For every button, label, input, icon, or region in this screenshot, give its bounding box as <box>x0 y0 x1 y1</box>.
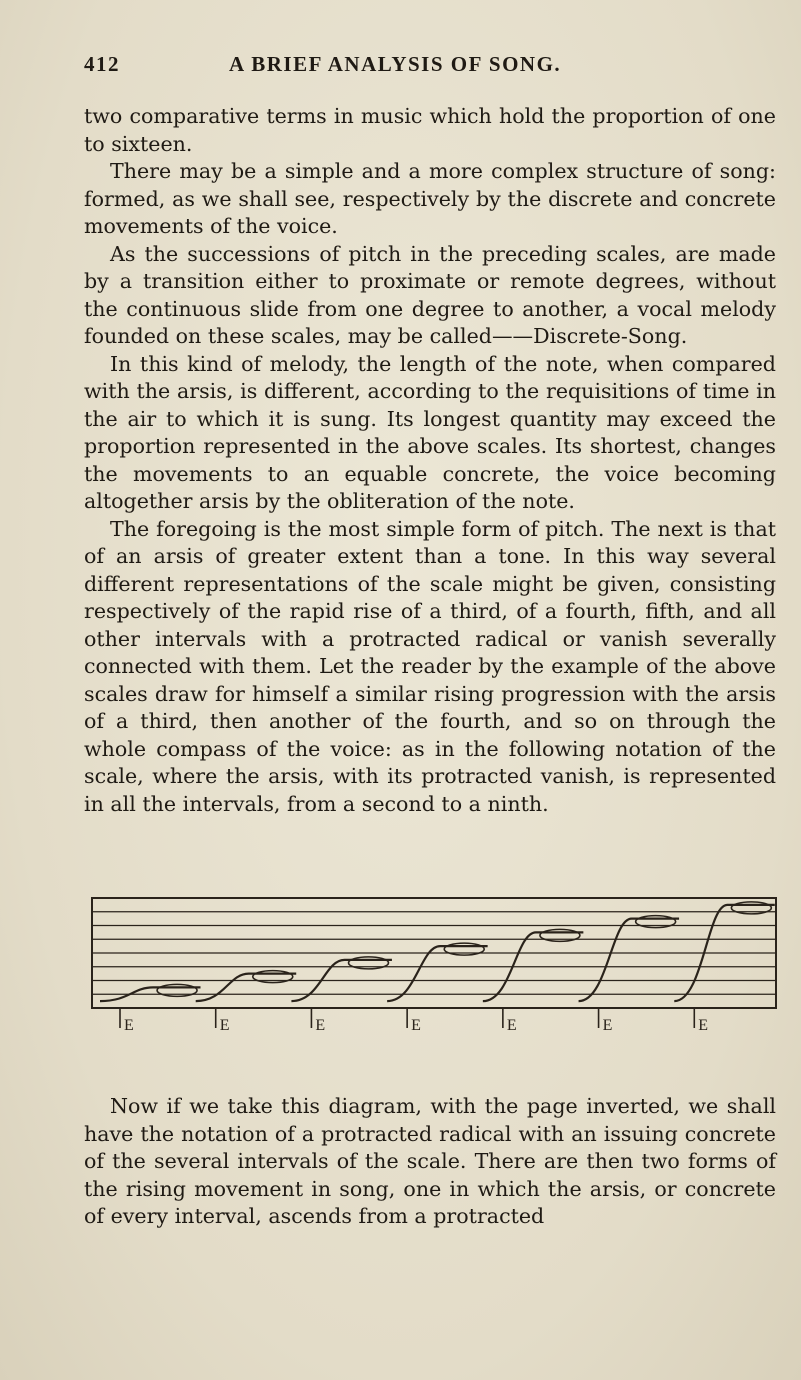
note-mark-label: E <box>698 1017 709 1034</box>
paragraph: two comparative terms in music which hold the proportion of one to sixteen. <box>84 104 776 156</box>
body-text-upper <box>84 103 776 818</box>
note-mark-label: E <box>315 1017 326 1034</box>
note-mark-label: E <box>602 1017 613 1034</box>
scale-notation-figure <box>90 890 780 1040</box>
paragraph: The foregoing is the most simple form of pitch. The next is that of an arsis of greater extent than a tone. In this way several different representations of the scale might be given, consisting respectively of the rapid rise of a third, of a fourth, fifth, and all other intervals with a protracted radical or vanish severally connected with them. Let the reader by the example of the above scales draw for himself a similar rising progression with the arsis of a third, then another of the fourth, and so on through the whole compass of the voice: as in the following notation of the scale, where the arsis, with its protracted vanish, is represented in all the intervals, from a second to a ninth. <box>84 516 776 816</box>
arsis-curve <box>196 974 297 1002</box>
page-number: 412 <box>84 52 120 76</box>
running-head: A BRIEF ANALYSIS OF SONG. <box>229 52 562 76</box>
paragraph: As the successions of pitch in the preceding scales, are made by a transition either to proximate or remote degrees, without the continuous slide from one degree to another, a vocal melody founded on these scales, may be called——Discrete-Song. <box>84 241 776 348</box>
arsis-curve <box>579 919 680 1002</box>
note-mark-label: E <box>411 1017 421 1034</box>
scale-notation-diagram <box>90 890 780 1040</box>
note-mark-label: E <box>506 1017 517 1034</box>
paragraph: In this kind of melody, the length of the note, when compared with the arsis, is different, according to the requisitions of time in the air to which it is sung. Its longest quantity may exceed the proportion represented in the above scales. Its shortest, changes the movements to an equable concrete, the voice becoming altogether arsis by the obliteration of the note. <box>84 351 776 513</box>
page-header <box>84 50 761 84</box>
note-mark-label: E <box>124 1017 134 1034</box>
note-mark-label: E <box>219 1017 230 1034</box>
body-text-lower <box>84 1093 776 1231</box>
paragraph: There may be a simple and a more complex structure of song: formed, as we shall see, respectively by the discrete and concrete movements of the voice. <box>84 159 776 238</box>
paragraph: Now if we take this diagram, with the page inverted, we shall have the notation of a protracted radical with an issuing concrete of the several intervals of the scale. There are then two forms of the rising movement in song, one in which the arsis, or concrete of every interval, ascends from a protracted <box>84 1094 776 1228</box>
